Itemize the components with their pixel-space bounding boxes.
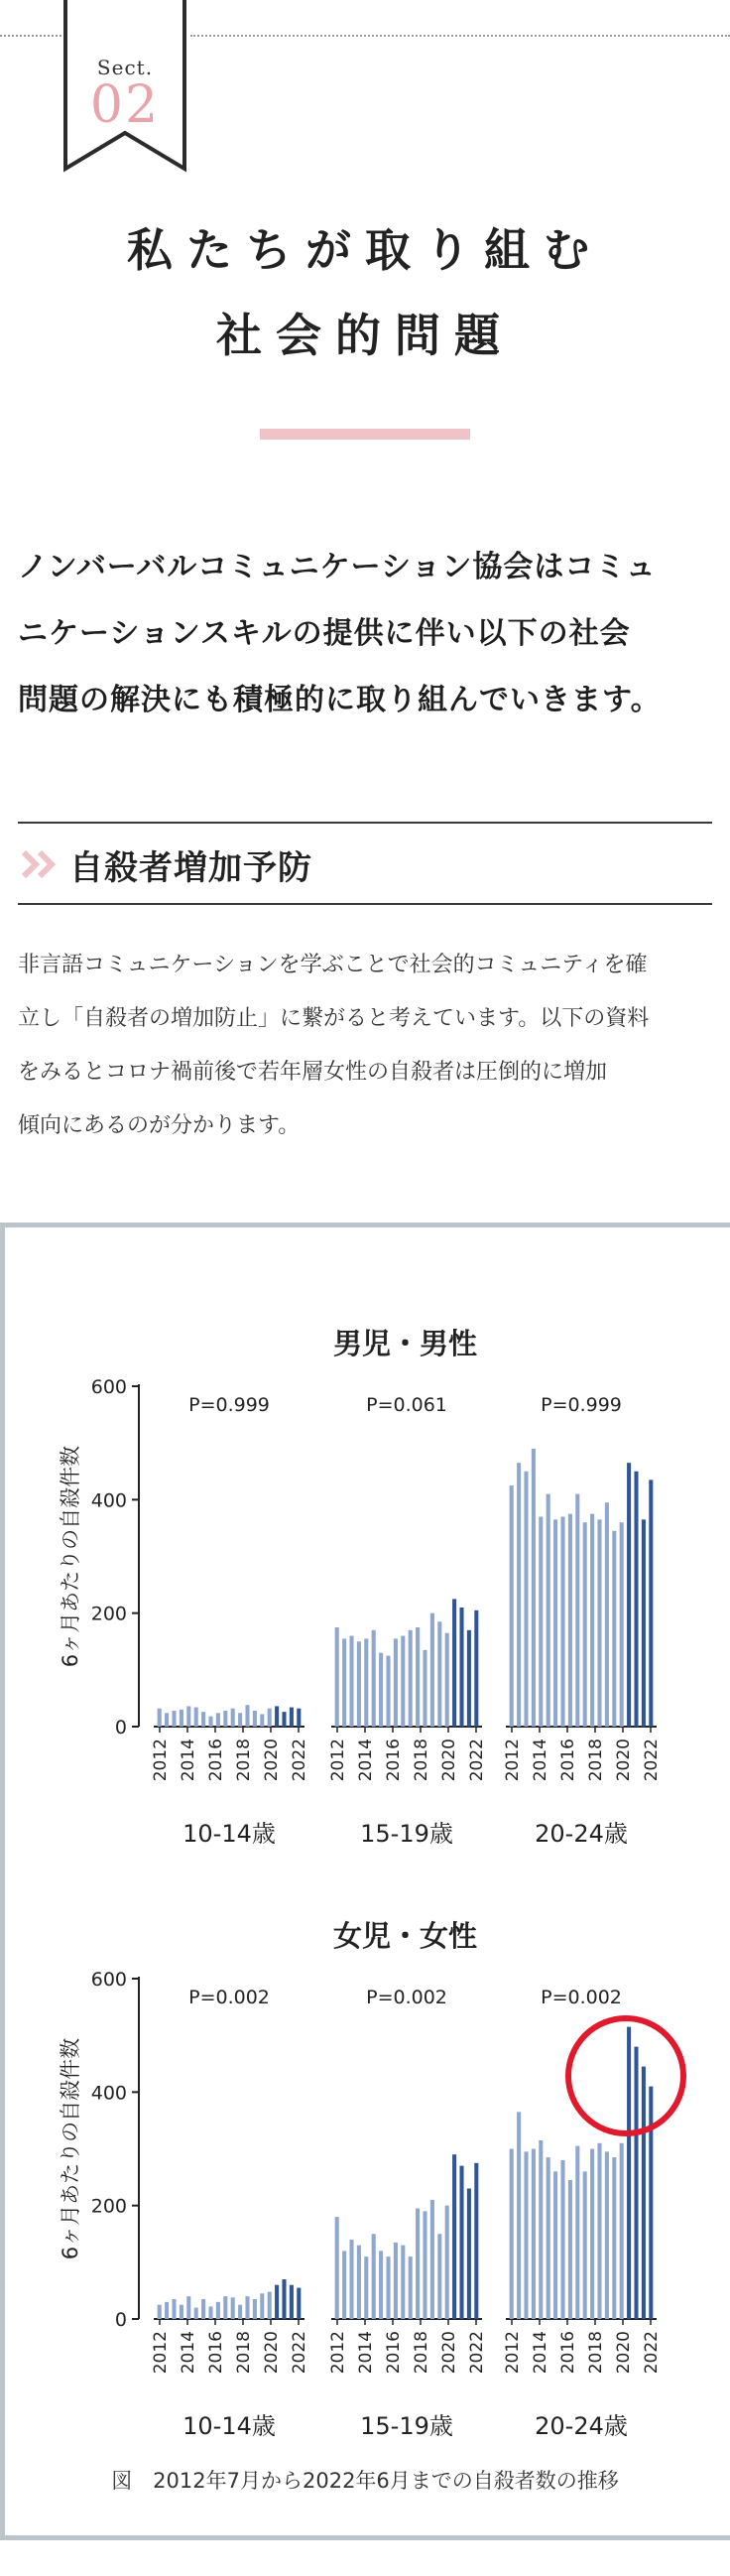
bar: [649, 1480, 653, 1727]
body-line: 傾向にあるのが分かります。: [18, 1113, 301, 1138]
bar: [290, 1708, 294, 1727]
y-tick-label: 400: [90, 1489, 127, 1512]
bar: [524, 1472, 528, 1727]
x-tick-label: 2016: [384, 2331, 404, 2375]
bar: [386, 2256, 390, 2319]
bar: [634, 2047, 638, 2319]
bar: [510, 1485, 514, 1727]
y-tick-label: 600: [90, 1969, 127, 1991]
bar: [620, 1522, 624, 1727]
bar: [568, 2180, 572, 2319]
x-tick-label: 2022: [290, 2331, 309, 2375]
bar: [268, 2292, 272, 2319]
x-tick-label: 2014: [531, 2331, 550, 2375]
p-value-label: P=0.002: [541, 1987, 622, 2008]
bar: [282, 1712, 286, 1727]
bar: [208, 2306, 212, 2319]
bar: [437, 2234, 441, 2319]
bar: [180, 1710, 183, 1727]
section-heading-title: 自殺者増加予防: [69, 847, 312, 888]
bar: [642, 1519, 646, 1727]
bar: [445, 2206, 449, 2319]
p-value-label: P=0.002: [188, 1987, 270, 2008]
y-tick-label: 0: [114, 2309, 127, 2331]
x-tick-label: 2022: [290, 1739, 309, 1782]
bar: [245, 2296, 249, 2319]
bar: [238, 1713, 242, 1727]
x-tick-label: 2012: [151, 1739, 171, 1782]
bar: [216, 1713, 220, 1727]
bar: [642, 2067, 646, 2319]
y-tick-label: 200: [90, 1603, 127, 1625]
intro-line: ニケーションスキルの提供に伴い以下の社会: [18, 616, 631, 651]
bar: [186, 1706, 190, 1727]
bar: [627, 2027, 631, 2319]
bar: [560, 2160, 564, 2319]
bar: [282, 2279, 286, 2319]
bar: [532, 1449, 536, 1727]
title-underline: [260, 429, 470, 440]
section-heading: [18, 837, 312, 892]
bar: [379, 2251, 383, 2319]
bar: [297, 1709, 301, 1727]
x-tick-label: 2016: [206, 1739, 226, 1782]
bar: [297, 2288, 301, 2319]
bar: [364, 2256, 368, 2319]
bar: [597, 1519, 601, 1727]
x-tick-label: 2020: [439, 2331, 459, 2375]
bar: [605, 1502, 609, 1727]
bar: [539, 2140, 543, 2319]
y-tick-label: 400: [90, 2082, 127, 2105]
bar: [423, 1650, 426, 1727]
chart-title: 女児・女性: [332, 1919, 478, 1953]
bar: [553, 2171, 557, 2319]
x-tick-label: 2014: [179, 2331, 198, 2375]
body-line: 立し「自殺者の増加防止」に繋がると考えています。以下の資料: [18, 1006, 650, 1031]
x-tick-label: 2014: [356, 2331, 376, 2375]
bar: [568, 1514, 572, 1727]
bar: [409, 1630, 413, 1727]
bar: [158, 1709, 162, 1727]
bar: [416, 1627, 420, 1727]
y-axis-label: 6ヶ月あたりの自殺件数: [59, 2037, 82, 2260]
section-top-rule: [18, 822, 712, 824]
bar: [575, 2146, 579, 2319]
bar: [364, 1638, 368, 1727]
x-tick-label: 2012: [503, 2331, 523, 2375]
bar: [416, 2209, 420, 2319]
bar: [349, 2240, 353, 2319]
bar: [394, 2243, 398, 2319]
x-tick-label: 2012: [503, 1739, 523, 1782]
bar: [342, 2251, 346, 2319]
highlight-circle: [568, 2018, 683, 2133]
bar: [357, 1641, 361, 1727]
bar: [238, 2305, 242, 2319]
bar: [452, 1599, 456, 1727]
bar: [445, 1633, 449, 1727]
bar: [583, 2171, 587, 2319]
bar: [575, 1494, 579, 1727]
bar: [620, 2143, 624, 2319]
p-value-label: P=0.002: [366, 1987, 447, 2008]
y-axis-label: 6ヶ月あたりの自殺件数: [59, 1445, 82, 1668]
bar: [165, 1713, 169, 1727]
body-text: [18, 939, 720, 1153]
p-value-label: P=0.061: [366, 1394, 447, 1416]
bar: [605, 2151, 609, 2319]
p-value-label: P=0.999: [541, 1394, 622, 1416]
bar: [510, 2149, 514, 2320]
bar: [186, 2296, 190, 2319]
bar: [208, 1717, 212, 1727]
bar: [260, 2293, 264, 2319]
bar: [612, 2157, 616, 2319]
bar: [517, 2112, 521, 2319]
bar: [253, 1711, 257, 1727]
x-tick-label: 2018: [586, 1739, 606, 1782]
bar: [459, 1608, 463, 1727]
bar: [401, 1636, 405, 1727]
y-tick-label: 600: [90, 1376, 127, 1398]
bar: [349, 1636, 353, 1727]
x-tick-label: 2014: [179, 1739, 198, 1782]
bar: [372, 2234, 376, 2319]
bar: [172, 1711, 176, 1727]
intro-text: [18, 534, 722, 733]
bar: [216, 2302, 220, 2319]
x-tick-label: 2020: [439, 1739, 459, 1782]
x-tick-label: 2012: [328, 1739, 348, 1782]
bar: [401, 2246, 405, 2319]
bar: [335, 2217, 339, 2319]
x-tick-label: 2022: [642, 1739, 662, 1782]
x-tick-label: 2022: [642, 2331, 662, 2375]
x-tick-label: 2022: [467, 2331, 487, 2375]
bar: [612, 1531, 616, 1727]
x-tick-label: 2014: [531, 1739, 550, 1782]
bar: [165, 2302, 169, 2319]
y-tick-label: 200: [90, 2195, 127, 2218]
x-tick-label: 2020: [262, 2331, 282, 2375]
bar: [223, 2296, 227, 2319]
bar: [231, 2297, 235, 2319]
double-chevron-right-icon: [18, 844, 63, 884]
bar: [627, 1463, 631, 1727]
page-title-line-1: 私たちが取り組む: [127, 223, 603, 277]
bar: [260, 1714, 264, 1727]
bar: [342, 1638, 346, 1727]
bar: [194, 1708, 198, 1727]
bar: [201, 1712, 205, 1727]
age-group-label: 15-19歳: [360, 2412, 453, 2440]
bar: [547, 2157, 550, 2319]
bar: [223, 1711, 227, 1727]
y-tick-label: 0: [114, 1717, 127, 1739]
x-tick-label: 2018: [586, 2331, 606, 2375]
bar: [467, 1630, 471, 1727]
bar: [245, 1705, 249, 1727]
x-tick-label: 2022: [467, 1739, 487, 1782]
bar: [423, 2211, 426, 2319]
bar: [409, 2256, 413, 2319]
x-tick-label: 2018: [412, 2331, 431, 2375]
bar: [158, 2305, 162, 2319]
bar: [474, 2163, 478, 2319]
p-value-label: P=0.999: [188, 1394, 270, 1416]
x-tick-label: 2016: [384, 1739, 404, 1782]
x-tick-label: 2018: [234, 1739, 254, 1782]
x-tick-label: 2020: [614, 1739, 634, 1782]
bar: [430, 2200, 434, 2319]
bar: [524, 2151, 528, 2319]
bar: [290, 2285, 294, 2319]
bar: [553, 1519, 557, 1727]
x-tick-label: 2014: [356, 1739, 376, 1782]
figure-caption: 図 2012年7月から2022年6月までの自殺者数の推移: [111, 2469, 619, 2493]
bar: [275, 2285, 279, 2319]
bar: [560, 1516, 564, 1727]
intro-line: 問題の解決にも積極的に取り組んでいきます。: [18, 683, 662, 717]
bar: [201, 2299, 205, 2319]
bar: [172, 2299, 176, 2319]
bar: [357, 2246, 361, 2319]
bar: [547, 1494, 550, 1727]
bar: [386, 1656, 390, 1727]
age-group-label: 20-24歳: [535, 1820, 628, 1848]
bar: [394, 1638, 398, 1727]
bar: [583, 1522, 587, 1727]
bar: [430, 1613, 434, 1727]
bar: [517, 1463, 521, 1727]
body-line: をみるとコロナ禍前後で若年層女性の自殺者は圧倒的に増加: [18, 1060, 608, 1085]
bar: [268, 1709, 272, 1727]
suicide-trend-charts: [0, 1223, 730, 2540]
bar: [379, 1653, 383, 1727]
x-tick-label: 2020: [262, 1739, 282, 1782]
bar: [194, 2308, 198, 2319]
bar: [532, 2149, 536, 2320]
bar: [539, 1516, 543, 1727]
x-tick-label: 2012: [328, 2331, 348, 2375]
x-tick-label: 2018: [234, 2331, 254, 2375]
bar: [180, 2305, 183, 2319]
bar: [467, 2189, 471, 2319]
bar: [590, 2149, 594, 2320]
bar: [231, 1709, 235, 1727]
bar: [597, 2143, 601, 2319]
x-tick-label: 2012: [151, 2331, 171, 2375]
age-group-label: 10-14歳: [182, 2412, 276, 2440]
body-line: 非言語コミュニケーションを学ぶことで社会的コミュニティを確: [18, 953, 648, 977]
dotted-divider-left: [0, 35, 61, 37]
age-group-label: 10-14歳: [182, 1820, 276, 1848]
bar: [437, 1621, 441, 1727]
bar: [634, 1472, 638, 1727]
x-tick-label: 2018: [412, 1739, 431, 1782]
bar: [649, 2087, 653, 2319]
x-tick-label: 2016: [206, 2331, 226, 2375]
age-group-label: 20-24歳: [535, 2412, 628, 2440]
section-bottom-rule: [18, 903, 712, 905]
section-label: Sect.: [96, 56, 154, 79]
bar: [253, 2299, 257, 2319]
bar: [474, 1610, 478, 1727]
age-group-label: 15-19歳: [360, 1820, 453, 1848]
bar: [335, 1627, 339, 1727]
x-tick-label: 2016: [558, 2331, 578, 2375]
chart-title: 男児・男性: [332, 1327, 478, 1360]
intro-line: ノンバーバルコミュニケーション協会はコミュ: [18, 550, 657, 584]
bar: [275, 1706, 279, 1727]
section-number: 02: [89, 75, 161, 135]
dotted-divider-right: [190, 35, 730, 37]
bar: [452, 2154, 456, 2319]
bar: [459, 2166, 463, 2319]
page-title-line-2: 社会的問題: [216, 309, 514, 362]
x-tick-label: 2016: [558, 1739, 578, 1782]
bar: [590, 1514, 594, 1727]
bar: [372, 1630, 376, 1727]
x-tick-label: 2020: [614, 2331, 634, 2375]
